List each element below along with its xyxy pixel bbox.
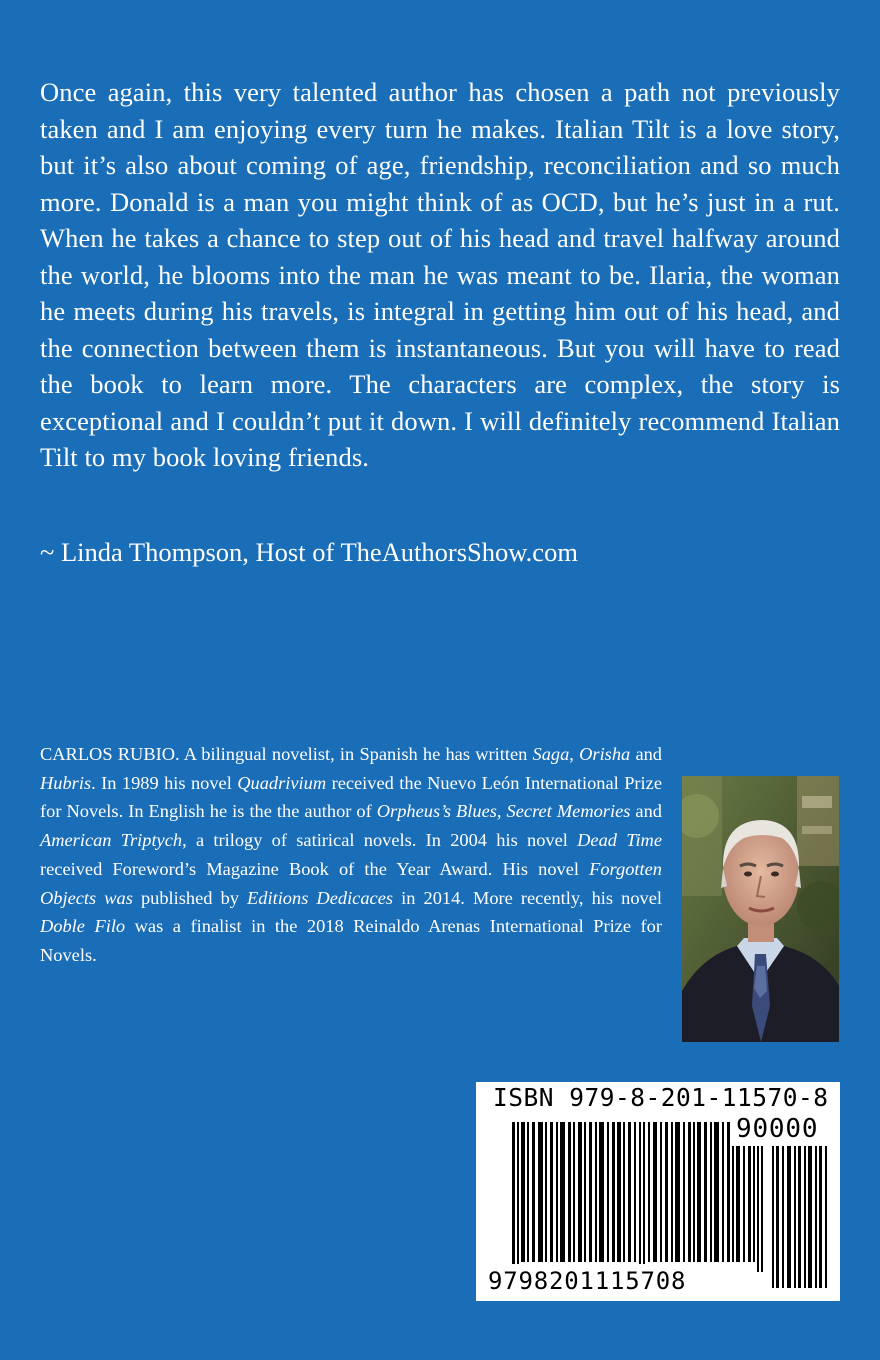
review-block bbox=[40, 74, 840, 476]
bio-text: received the Nuevo León International Prize for Novels. In English he is the the author of bbox=[40, 772, 662, 822]
review-text: Once again, this very talented author has chosen a path not previously taken and I am enjoying every turn he makes. Italian Tilt is a love story, but it’s also about coming of age, friendship, reconciliation and so much more. Donald is a man you might think of as OCD, but he’s just in a rut. When he takes a chance to step out of his head and travel halfway around the world, he blooms into the man he was meant to be. Ilaria, the woman he meets during his travels, is integral in getting him out of his head, and the connection between them is instantaneous. But you will have to read the book to learn more. The characters are complex, the story is exceptional and I couldn’t put it down. I will definitely recommend Italian Tilt to my book loving friends. bbox=[40, 77, 840, 472]
bio-title: American Triptych bbox=[40, 830, 183, 851]
bio-text: , bbox=[569, 744, 580, 764]
bio-title: Doble Filo bbox=[40, 916, 126, 937]
bio-text: was a finalist in the 2018 Reinaldo Arenas International Prize for Novels. bbox=[40, 916, 662, 965]
bio-text: , bbox=[496, 801, 507, 822]
bio-title: Hubris bbox=[40, 772, 92, 793]
bio-title: Forgotten Objects was bbox=[40, 858, 662, 908]
bio-text: , a trilogy of satirical novels. In 2004 his novel bbox=[182, 830, 578, 851]
bio-title: Secret Memories bbox=[506, 801, 631, 822]
barcode-digits: 9798201115708 bbox=[488, 1267, 687, 1295]
bio-title: Orisha bbox=[579, 744, 631, 764]
bio-title: Quadrivium bbox=[237, 772, 327, 793]
author-portrait-image bbox=[682, 776, 839, 1042]
bio-title: Saga bbox=[532, 744, 570, 764]
isbn-barcode bbox=[476, 1082, 840, 1301]
isbn-label: ISBN 979-8-201-11570-8 bbox=[493, 1083, 829, 1112]
bio-text: CARLOS RUBIO. A bilingual novelist, in Spanish he has written bbox=[40, 744, 533, 764]
bio-text: received Foreword’s Magazine Book of the Year Award. His novel bbox=[40, 858, 590, 879]
bio-text: in 2014. More recently, his novel bbox=[393, 887, 662, 908]
bio-text: and bbox=[630, 801, 662, 822]
review-attribution: ~ Linda Thompson, Host of TheAuthorsShow.com bbox=[40, 537, 578, 567]
author-photo bbox=[682, 776, 839, 1042]
bio-title: Orpheus’s Blues bbox=[376, 801, 497, 822]
bio-text: and bbox=[630, 744, 663, 764]
bio-title: Dead Time bbox=[577, 830, 662, 851]
bio-text: published by bbox=[132, 887, 248, 908]
author-bio bbox=[40, 740, 662, 970]
bio-text: . In 1989 his novel bbox=[91, 772, 238, 793]
bio-title: Editions Dedicaces bbox=[247, 887, 394, 908]
barcode-addon-code: 90000 bbox=[736, 1114, 819, 1144]
